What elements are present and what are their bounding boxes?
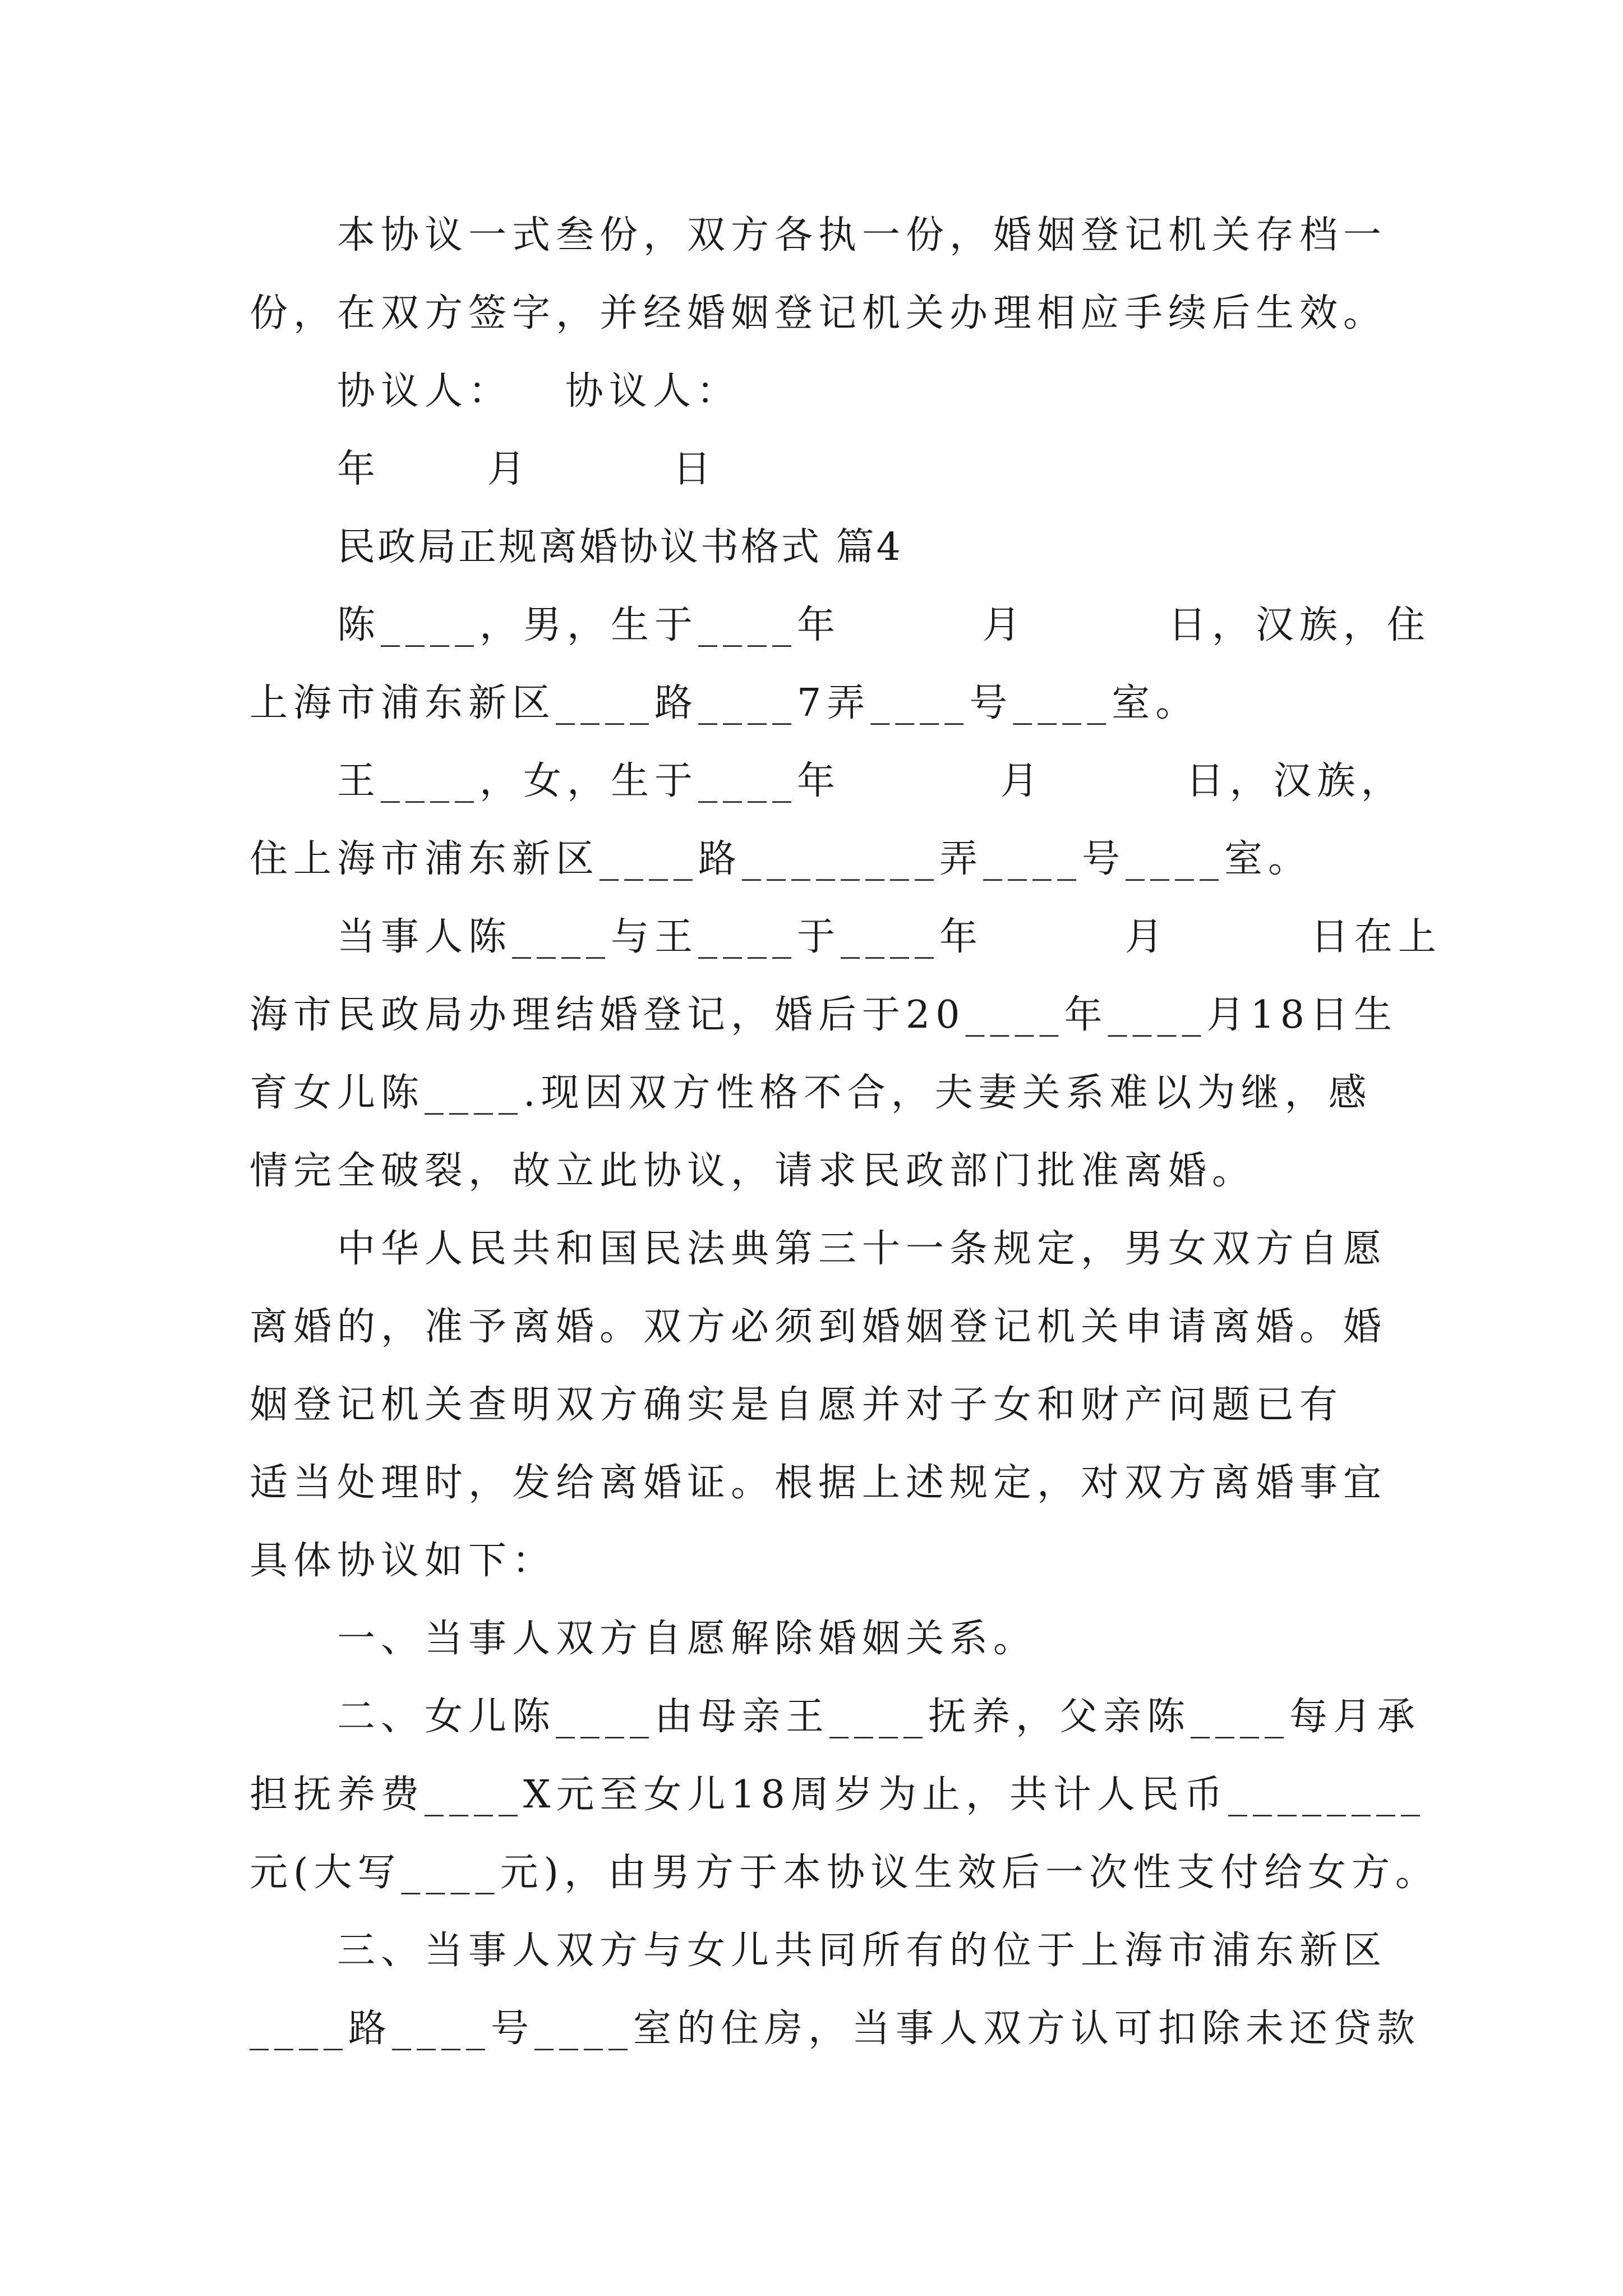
text-line: ____路____号____室的住房，当事人双方认可扣除未还贷款 [250, 2007, 1421, 2051]
clause-1: 一、当事人双方自愿解除婚姻关系。 [337, 1617, 1038, 1661]
text-line: 适当处理时，发给离婚证。根据上述规定，对双方离婚事宜 [250, 1461, 1387, 1505]
text-line: 王____，女，生于____年 月 日，汉族， [337, 759, 1405, 803]
text-line: 当事人陈____与王____于____年 月 日在上 [337, 915, 1442, 959]
signatory-line: 协议人： 协议人： [337, 369, 740, 413]
text-line: 中华人民共和国民法典第三十一条规定，男女双方自愿 [337, 1227, 1387, 1271]
text-line: 海市民政局办理结婚登记，婚后于20____年____月18日生 [250, 993, 1398, 1037]
section-title: 民政局正规离婚协议书格式 篇4 [337, 525, 903, 569]
text-line: 离婚的，准予离婚。双方必须到婚姻登记机关申请离婚。婚 [250, 1305, 1387, 1349]
clause-2: 二、女儿陈____由母亲王____抚养，父亲陈____每月承 [337, 1695, 1421, 1739]
text-line: 份，在双方签字，并经婚姻登记机关办理相应手续后生效。 [250, 291, 1387, 335]
text-line: 本协议一式叁份，双方各执一份，婚姻登记机关存档一 [337, 213, 1387, 257]
text-line: 元(大写____元)，由男方于本协议生效后一次性支付给女方。 [250, 1851, 1440, 1895]
clause-3: 三、当事人双方与女儿共同所有的位于上海市浦东新区 [337, 1929, 1387, 1973]
text-line: 上海市浦东新区____路____7弄____号____室。 [250, 681, 1200, 725]
text-line: 住上海市浦东新区____路________弄____号____室。 [250, 837, 1312, 881]
text-line: 担抚养费____X元至女儿18周岁为止，共计人民币________ [250, 1773, 1426, 1817]
text-line: 具体协议如下： [250, 1539, 556, 1583]
text-line: 育女儿陈____.现因双方性格不合，夫妻关系难以为继，感 [250, 1071, 1372, 1115]
date-line: 年 月 日 [337, 447, 717, 491]
text-line: 姻登记机关查明双方确实是自愿并对子女和财产问题已有 [250, 1383, 1344, 1427]
text-line: 陈____，男，生于____年 月 日，汉族，住 [337, 603, 1431, 647]
text-line: 情完全破裂，故立此协议，请求民政部门批准离婚。 [250, 1149, 1256, 1193]
